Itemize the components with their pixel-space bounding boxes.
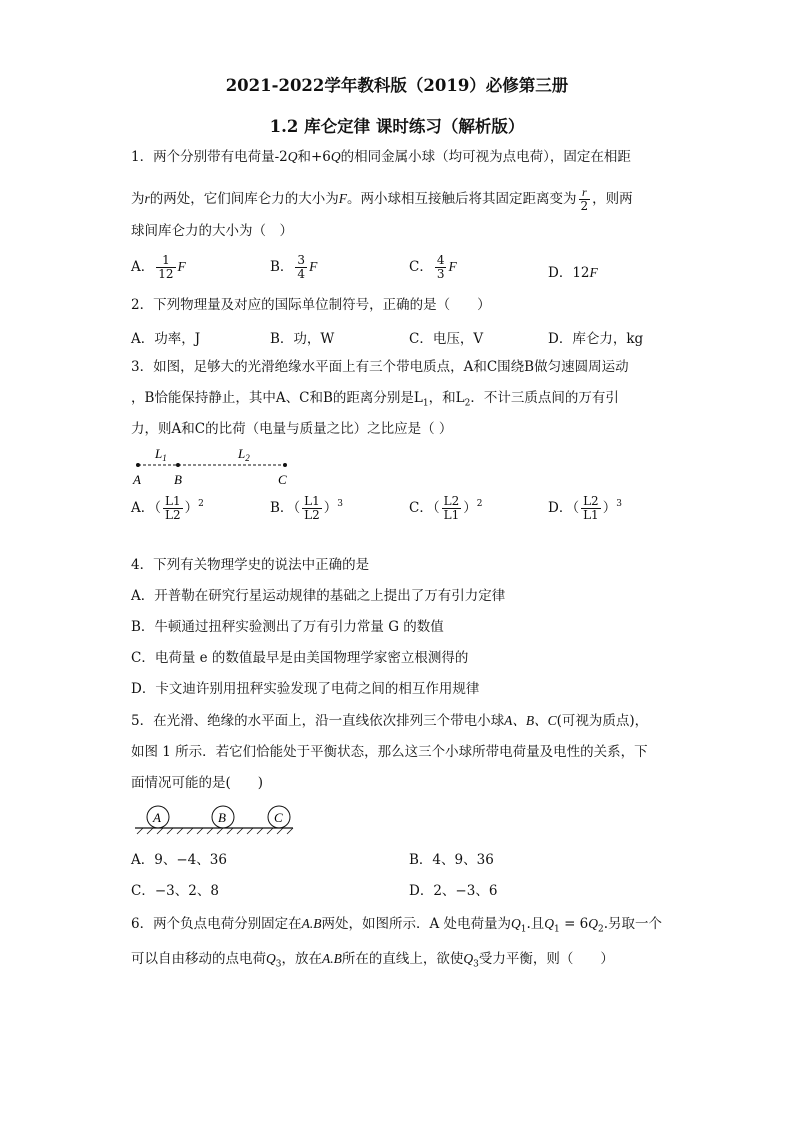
- q1-option-b[interactable]: B． $\frac{3}{4}$ F: [270, 253, 318, 281]
- q3-option-a[interactable]: A．（ $\frac{L1}{L2}$ ）$^2$: [131, 494, 204, 522]
- title-line2: 1.2 库仑定律 课时练习（解析版）: [269, 117, 525, 136]
- q3-option-c[interactable]: C．（ $\frac{L2}{L1}$ ）$^2$: [409, 494, 483, 522]
- q1-line1: 1．两个分别带有电荷量-2Q和+6Q的相同金属小球（均可视为点电荷），固定在相距: [131, 149, 631, 165]
- q2-option-d[interactable]: D．库仑力，kg: [548, 331, 644, 347]
- label-b: B: [174, 472, 182, 487]
- q3-option-d[interactable]: D．（ $\frac{L2}{L1}$ ）$^3$: [548, 494, 622, 522]
- ball-b-label: B: [218, 810, 226, 825]
- q5-option-b[interactable]: B．4、9、36: [409, 852, 494, 868]
- fraction: $\frac{r}{2}$: [580, 185, 589, 213]
- q5-line1: 5．在光滑、绝缘的水平面上，沿一直线依次排列三个带电小球A、B、C(可视为质点)，: [131, 713, 649, 729]
- q5-option-a[interactable]: A．9、−4、36: [131, 852, 227, 868]
- q1-line3: 球间库仑力的大小为（ ）: [131, 223, 293, 239]
- label-l2: $L_2$: [238, 446, 250, 463]
- point-c: [283, 463, 287, 467]
- q3-option-b[interactable]: B．（ $\frac{L1}{L2}$ ）$^3$: [270, 494, 344, 522]
- q1-line2: 为r的两处，它们间库仑力的大小为F。两小球相互接触后将其固定距离变为 $\frac{r}{2}$ ，则两: [131, 185, 633, 213]
- ground-hatching: [137, 828, 293, 834]
- q3-line3: 力，则A和C的比荷（电量与质量之比）之比应是（ ）: [131, 421, 453, 437]
- label-c: C: [278, 472, 287, 487]
- title-line1: 2021-2022学年教科版（2019）必修第三册: [225, 76, 569, 95]
- q5-line3: 面情况可能的是( ): [131, 775, 264, 791]
- ball-a-label: A: [153, 810, 161, 825]
- q5-figure: [133, 803, 303, 835]
- q2-option-c[interactable]: C．电压，V: [409, 331, 484, 347]
- q2-option-b[interactable]: B．功，W: [270, 331, 335, 347]
- q4-option-d[interactable]: D．卡文迪许别用扭秤实验发现了电荷之间的相互作用规律: [131, 681, 480, 697]
- q5-option-c[interactable]: C．−3、2、8: [131, 883, 219, 899]
- q4-option-a[interactable]: A．开普勒在研究行星运动规律的基础之上提出了万有引力定律: [131, 588, 506, 604]
- q4-stem: 4．下列有关物理学史的说法中正确的是: [131, 557, 370, 573]
- label-a: A: [133, 472, 141, 487]
- point-b: [176, 463, 180, 467]
- q1-option-d[interactable]: D．12F: [548, 265, 598, 281]
- point-a: [136, 463, 140, 467]
- q1-option-a[interactable]: A． $\frac{1}{12}$ F: [131, 253, 186, 281]
- ball-c-label: C: [274, 810, 283, 825]
- q5-option-d[interactable]: D．2、−3、6: [409, 883, 498, 899]
- q4-option-c[interactable]: C．电荷量 e 的数值最早是由美国物理学家密立根测得的: [131, 650, 469, 666]
- q2-option-a[interactable]: A．功率，J: [131, 331, 201, 347]
- q3-line2: ，B恰能保持静止，其中A、C和B的距离分别是$L_1$，和$L_2$．不计三质点间的万有引: [131, 390, 619, 409]
- q1-option-c[interactable]: C． $\frac{4}{3}$ F: [409, 253, 457, 281]
- q6-line2: 可以自由移动的点电荷$Q_3$，放在A.B所在的直线上，欲使$Q_3$受力平衡，则（ ）: [131, 951, 614, 970]
- q3-figure: [130, 444, 300, 490]
- q3-line1: 3．如图，足够大的光滑绝缘水平面上有三个带电质点，A和C围绕B做匀速圆周运动: [131, 359, 629, 375]
- q2-stem: 2．下列物理量及对应的国际单位制符号，正确的是（ ）: [131, 297, 491, 313]
- q6-line1: 6．两个负点电荷分别固定在A.B两处，如图所示．A 处电荷量为$Q_1$.且$Q_1 = 6Q_2$.另取一个: [131, 916, 663, 935]
- q4-option-b[interactable]: B．牛顿通过扭秤实验测出了万有引力常量 G 的数值: [131, 619, 444, 635]
- q5-line2: 如图 1 所示．若它们恰能处于平衡状态，那么这三个小球所带电荷量及电性的关系，下: [131, 744, 648, 760]
- label-l1: $L_1$: [155, 446, 167, 463]
